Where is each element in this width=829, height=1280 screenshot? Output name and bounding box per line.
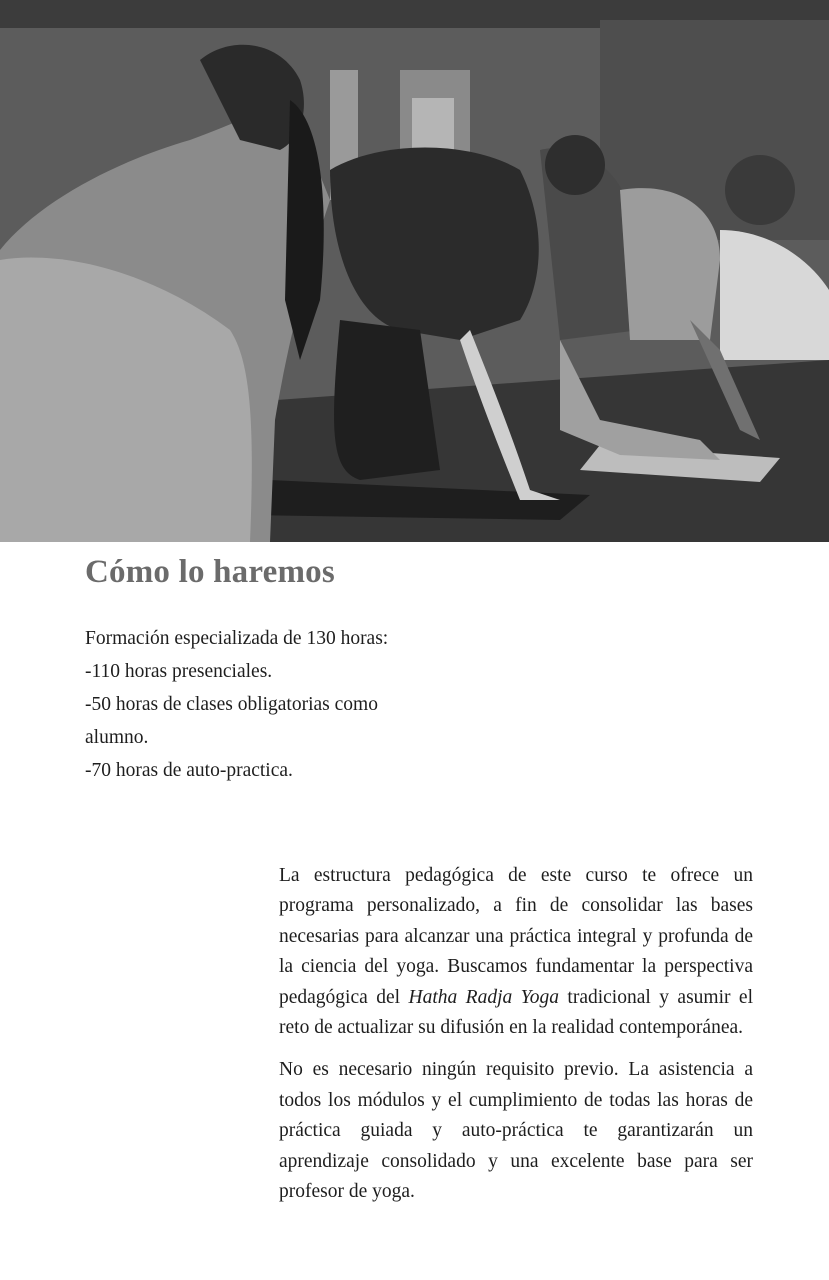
yoga-class-photo: [0, 0, 829, 542]
list-item: Formación especializada de 130 horas:: [85, 628, 389, 649]
description-text: [279, 861, 753, 1219]
yoga-style-name: Hatha Radja Yoga: [408, 986, 559, 1008]
paragraph-text: La estructura pedagógica de este curso te ofrece un programa personalizado, a fin de consolidar las bases necesarias para alcanzar una práctica integral y profunda de la ciencia del yoga. Buscamos fundamentar la perspectiva pedagógica del: [279, 865, 753, 1008]
paragraph-structure: [279, 861, 753, 1043]
section-title: Cómo lo haremos: [85, 554, 335, 590]
paragraph-text: tradicional y asumir el reto de actualizar su difusión en la realidad contemporánea.: [279, 986, 753, 1039]
list-item: -110 horas presenciales.: [85, 661, 273, 682]
hours-list: [85, 622, 445, 787]
list-item: -50 horas de clases obligatorias como: [85, 694, 378, 715]
list-item: alumno.: [85, 727, 149, 748]
paragraph-requirements: No es necesario ningún requisito previo. La asistencia a todos los módulos y el cumplimiento de todas las horas de práctica guiada y auto-práctica te garantizarán un aprendizaje consolidado y una excelente base para ser profesor de yoga.: [279, 1059, 753, 1203]
list-item: -70 horas de auto-practica.: [85, 760, 293, 781]
